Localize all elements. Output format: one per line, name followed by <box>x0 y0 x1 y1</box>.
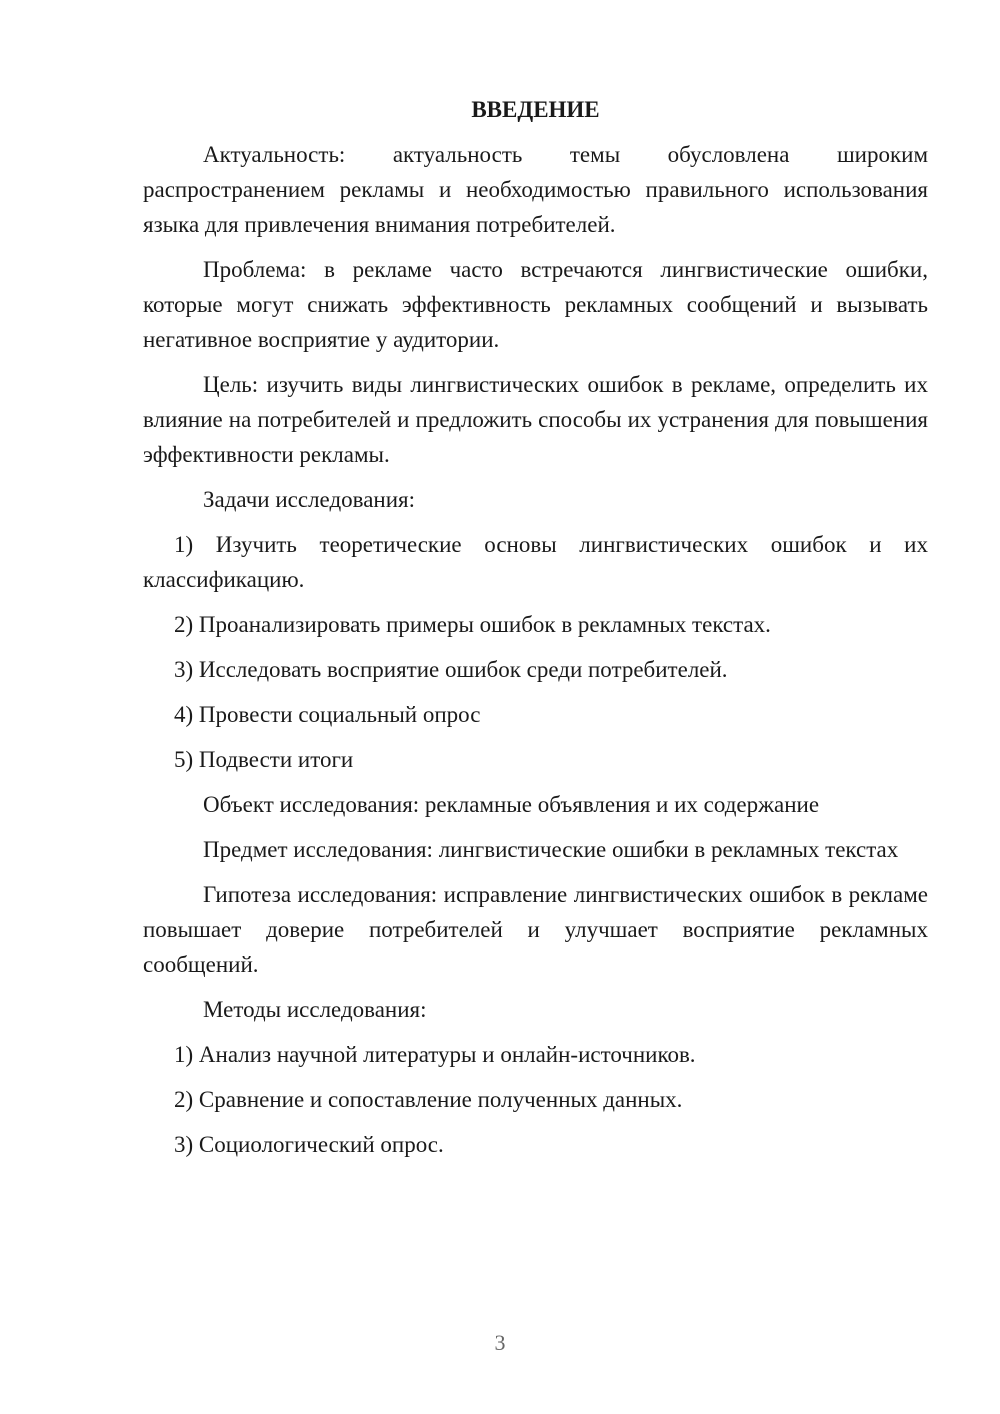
task-item-2: 2) Проанализировать примеры ошибок в рекламных текстах. <box>174 612 771 637</box>
hypothesis-paragraph: Гипотеза исследования: исправление лингвистических ошибок в рекламе повышает доверие потребителей и улучшает восприятие рекламных сообщений. <box>143 882 928 977</box>
page-number: 3 <box>494 1330 506 1355</box>
task-item-3: 3) Исследовать восприятие ошибок среди потребителей. <box>174 657 728 682</box>
task-item-4: 4) Провести социальный опрос <box>174 702 481 727</box>
method-item-3: 3) Социологический опрос. <box>174 1132 444 1157</box>
relevance-paragraph: Актуальность: актуальность темы обусловлена широким распространением рекламы и необходимостью правильного использования языка для привлечения внимания потребителей. <box>143 142 928 237</box>
section-title: ВВЕДЕНИЕ <box>471 97 600 122</box>
tasks-heading: Задачи исследования: <box>203 487 416 512</box>
task-item-5: 5) Подвести итоги <box>174 747 354 772</box>
task-item-1: 1) Изучить теоретические основы лингвистических ошибок и их классификацию. <box>143 532 928 592</box>
subject-paragraph: Предмет исследования: лингвистические ошибки в рекламных текстах <box>203 837 899 862</box>
methods-heading: Методы исследования: <box>203 997 427 1022</box>
object-paragraph: Объект исследования: рекламные объявления и их содержание <box>203 792 820 817</box>
goal-paragraph: Цель: изучить виды лингвистических ошибок в рекламе, определить их влияние на потребителей и предложить способы их устранения для повышения эффективности рекламы. <box>143 372 928 467</box>
problem-paragraph: Проблема: в рекламе часто встречаются лингвистические ошибки, которые могут снижать эффективность рекламных сообщений и вызывать негативное восприятие у аудитории. <box>143 257 928 352</box>
method-item-1: 1) Анализ научной литературы и онлайн-источников. <box>174 1042 696 1067</box>
method-item-2: 2) Сравнение и сопоставление полученных данных. <box>174 1087 683 1112</box>
document-page <box>143 92 928 1172</box>
